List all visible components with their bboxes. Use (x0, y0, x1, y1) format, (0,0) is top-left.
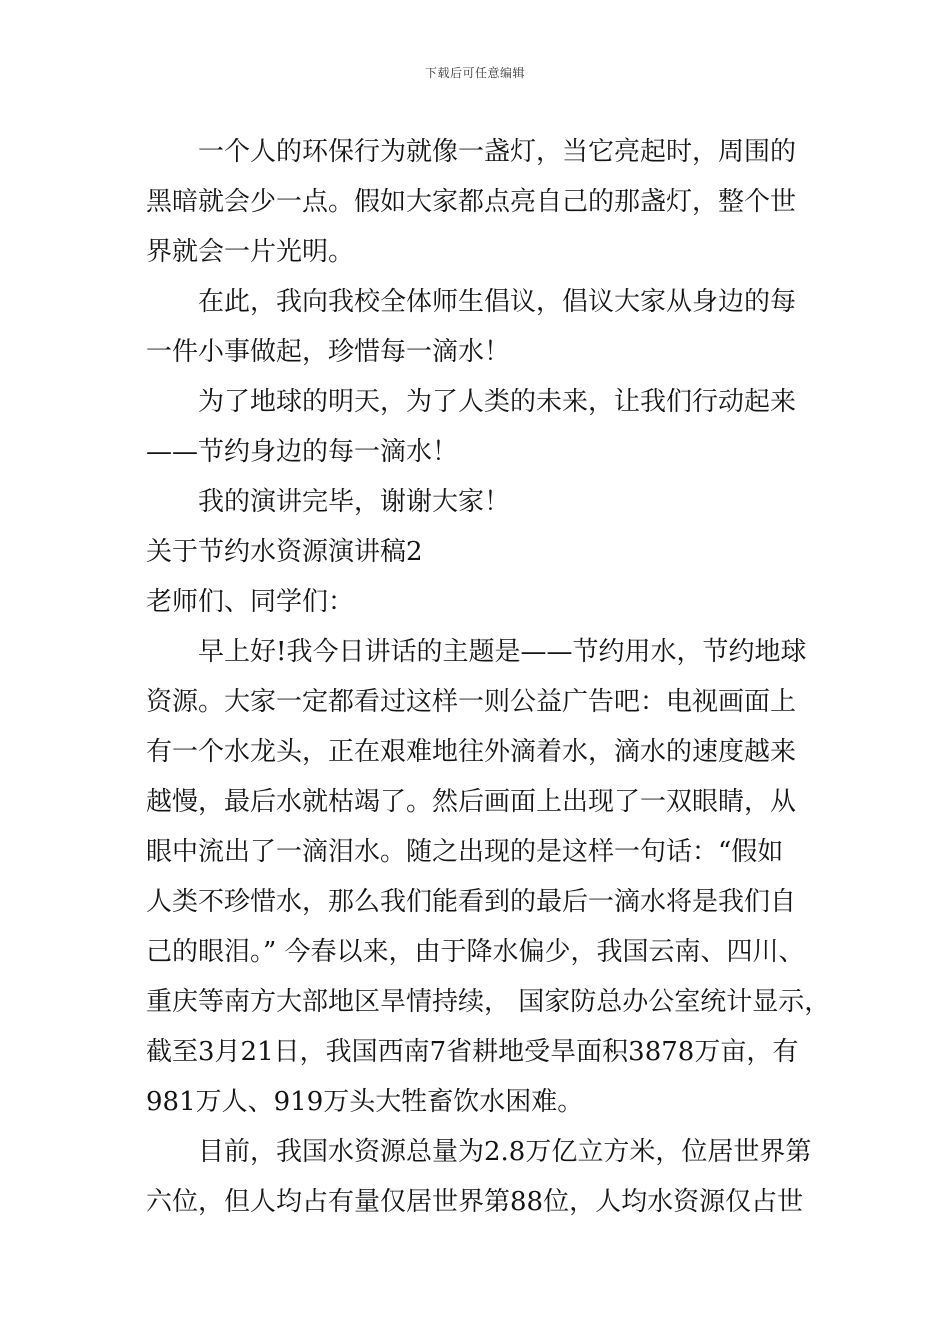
paragraph-line: 有一个水龙头，正在艰难地往外滴着水，滴水的速度越来 (146, 737, 797, 767)
paragraph-line: 一件小事做起，珍惜每一滴水！ (146, 337, 511, 367)
document-body (146, 127, 831, 1227)
paragraph-line: 在此，我向我校全体师生倡议，倡议大家从身边的每 (198, 287, 797, 317)
paragraph-line: 981万人、919万头大牲畜饮水困难。 (146, 1087, 584, 1117)
paragraph-line: 早上好!我今日讲话的主题是——节约用水，节约地球 (198, 637, 807, 667)
paragraph-line: 越慢，最后水就枯竭了。然后画面上出现了一双眼睛，从 (146, 787, 797, 817)
paragraph-line: 资源。大家一定都看过这样一则公益广告吧：电视画面上 (146, 687, 797, 717)
paragraph-line: 人类不珍惜水，那么我们能看到的最后一滴水将是我们自 (146, 887, 797, 917)
paragraph-line: ——节约身边的每一滴水！ (146, 437, 459, 467)
paragraph-line: 目前，我国水资源总量为2.8万亿立方米，位居世界第 (198, 1137, 812, 1167)
page-header: 下载后可任意编辑 (424, 66, 525, 80)
paragraph-line: 重庆等南方大部地区旱情持续， 国家防总办公室统计显示， (146, 987, 831, 1017)
paragraph-line: 眼中流出了一滴泪水。随之出现的是这样一句话：“假如 (146, 837, 784, 867)
section-title: 关于节约水资源演讲稿2 (146, 537, 423, 567)
paragraph-line: 黑暗就会少一点。假如大家都点亮自己的那盏灯，整个世 (146, 187, 797, 217)
paragraph-line: 一个人的环保行为就像一盏灯，当它亮起时，周围的 (198, 137, 797, 167)
paragraph-line: 界就会一片光明。 (146, 237, 355, 267)
paragraph-line: 为了地球的明天，为了人类的未来，让我们行动起来 (198, 387, 797, 417)
salutation: 老师们、同学们： (146, 587, 355, 617)
paragraph-line: 我的演讲完毕，谢谢大家！ (198, 487, 511, 517)
paragraph-line: 截至3月21日，我国西南7省耕地受旱面积3878万亩，有 (146, 1037, 799, 1067)
paragraph-line: 己的眼泪。” 今春以来，由于降水偏少，我国云南、四川、 (146, 937, 805, 967)
paragraph-line: 六位，但人均占有量仅居世界第88位，人均水资源仅占世 (146, 1187, 804, 1217)
